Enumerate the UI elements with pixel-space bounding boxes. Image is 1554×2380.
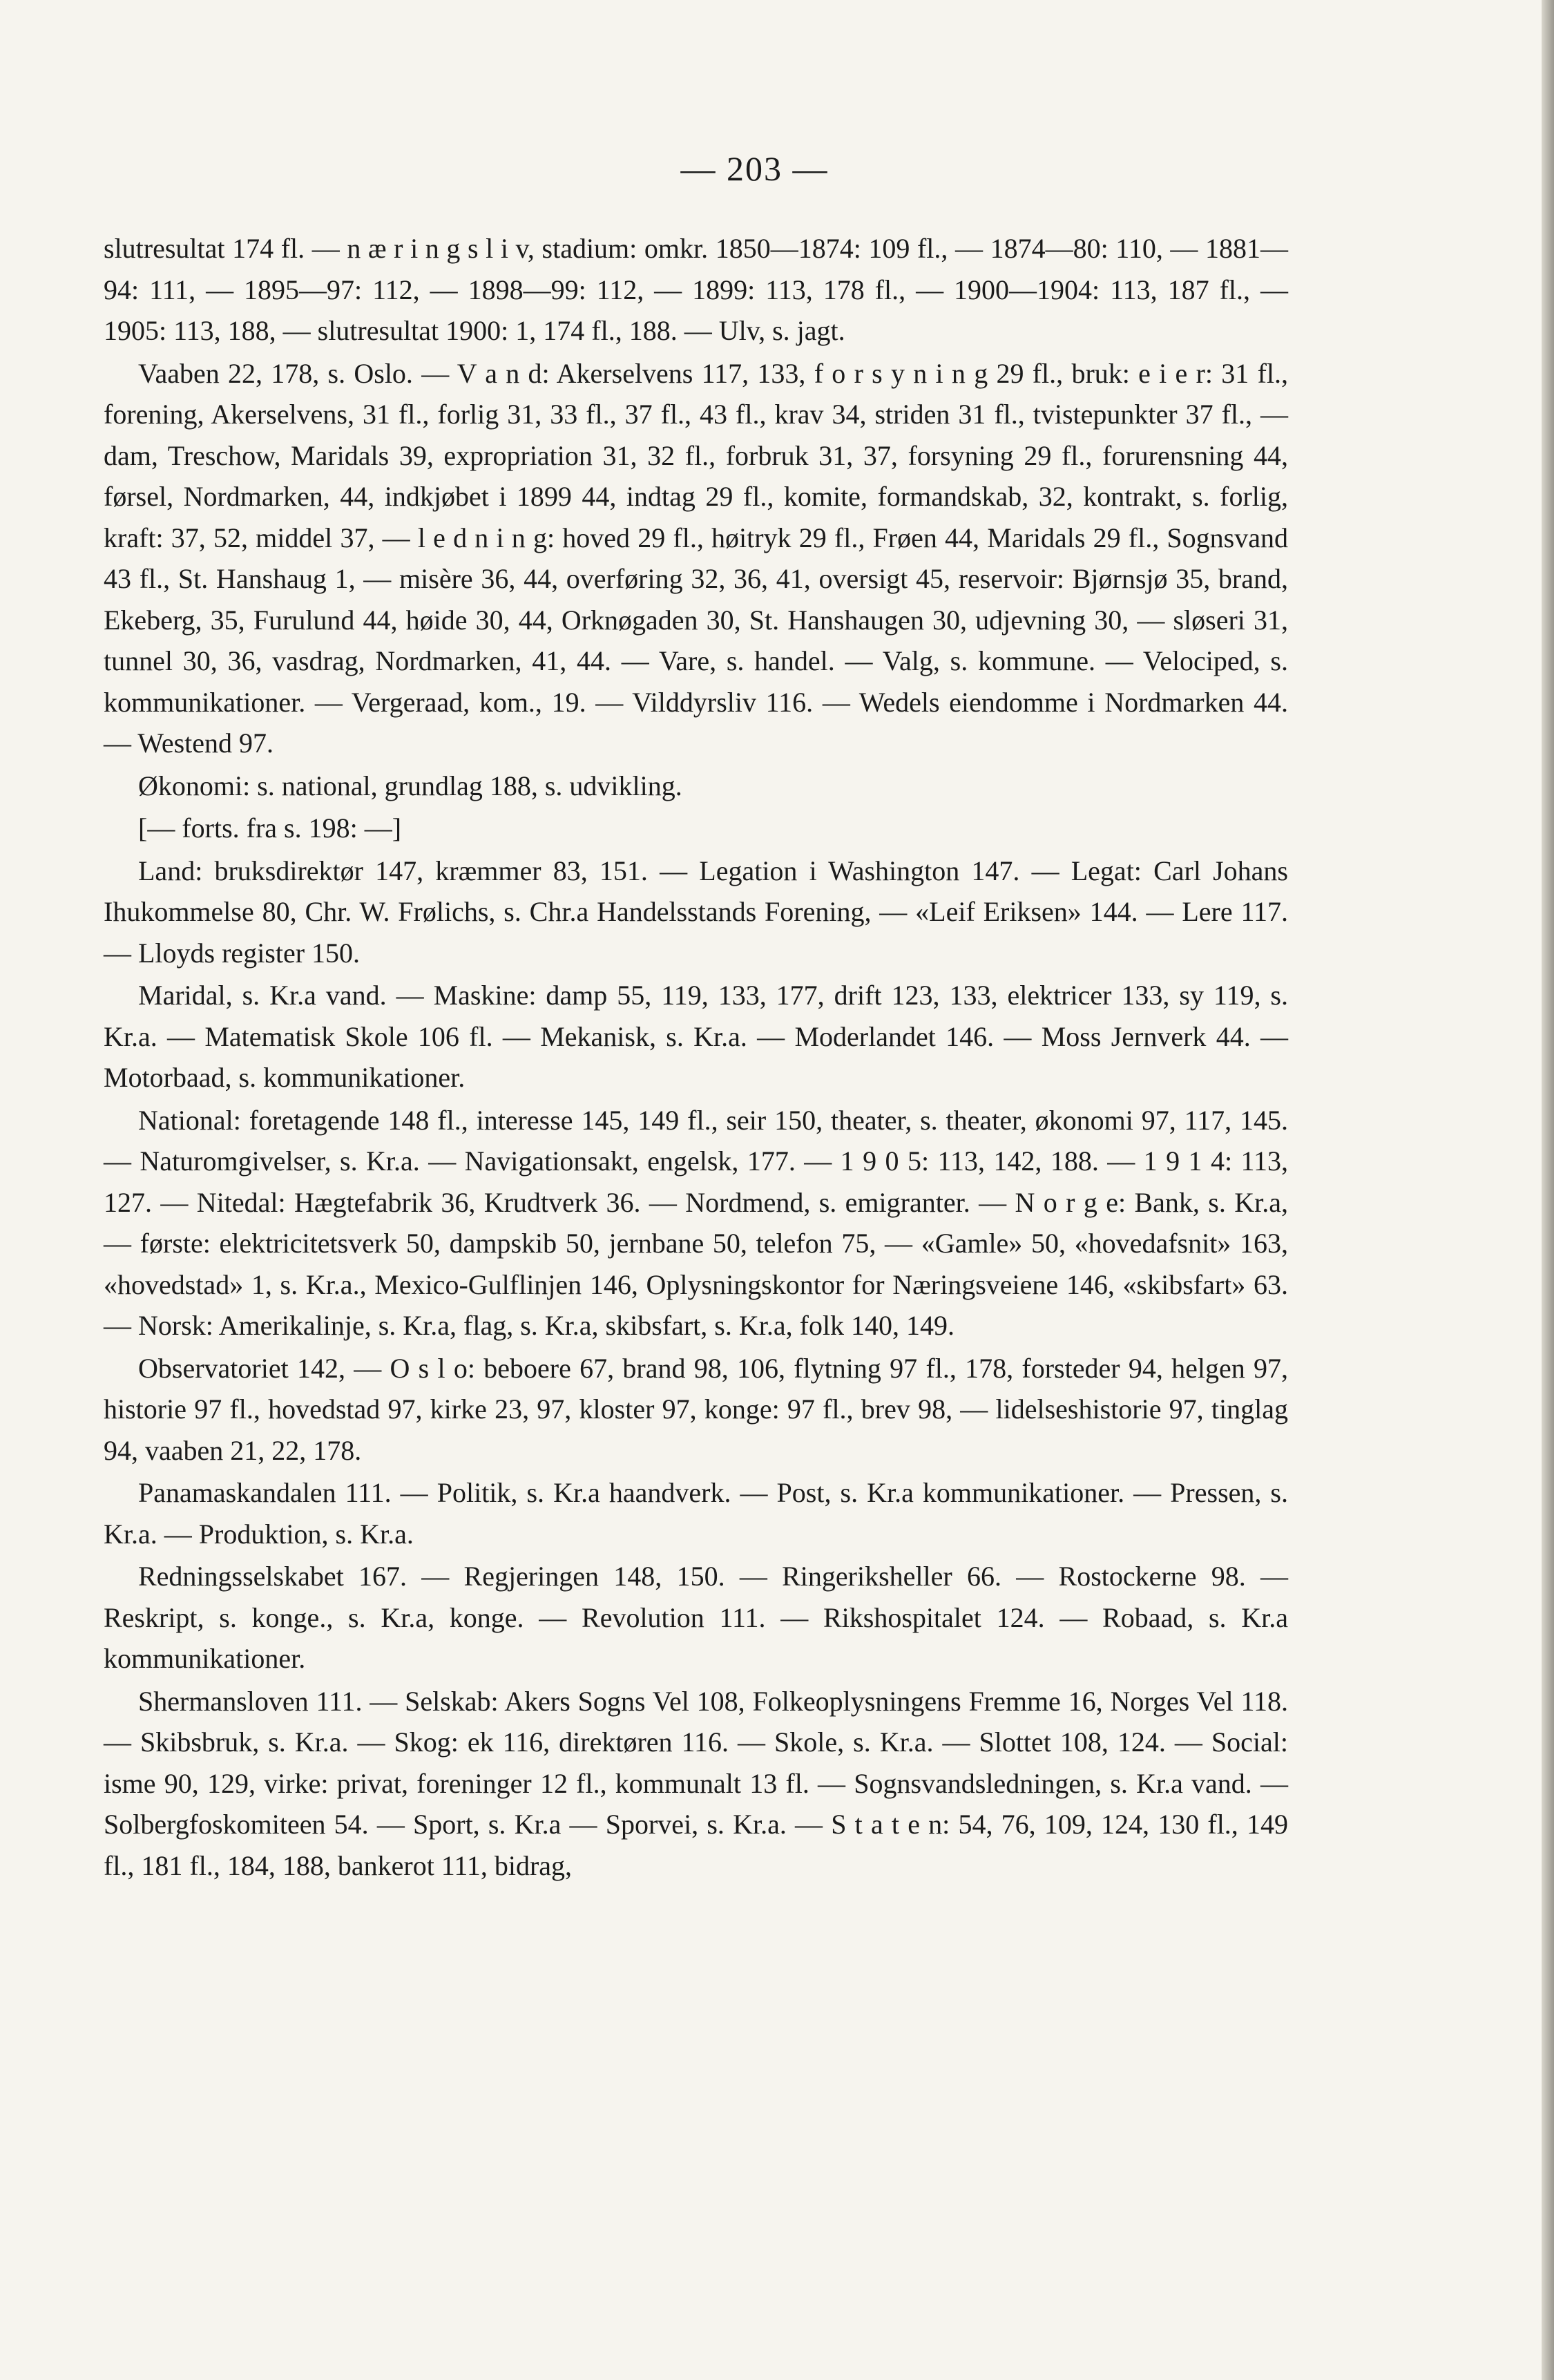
page-edge-shadow	[1542, 0, 1554, 2380]
index-entry: Panamaskandalen 111. — Politik, s. Kr.a haandverk. — Post, s. Kr.a kommunikationer. — Pressen, s. Kr.a. — Produktion, s. Kr.a.	[104, 1477, 1288, 1550]
index-entry: Økonomi: s. national, grundlag 188, s. udvikling.	[138, 770, 682, 801]
index-entry: Vaaben 22, 178, s. Oslo. — V a n d: Akerselvens 117, 133, f o r s y n i n g 29 fl., bruk: e i e r: 31 fl., forening, Akerselvens, 31 fl., forlig 31, 33 fl., 37 fl., 43 fl., krav 34, striden 31 fl., tvistepunkter 37 fl., — dam, Treschow, Maridals 39, expropriation 31, 32 fl., forbruk 31, 37, forsyning 29 fl., forurensning 44, førsel, Nordmarken, 44, indkjøbet i 1899 44, indtag 29 fl., komite, formandskab, 32, kontrakt, s. forlig, kraft: 37, 52, middel 37, — l e d n i n g: hoved 29 fl., høitryk 29 fl., Frøen 44, Maridals 29 fl., Sognsvand 43 fl., St. Hanshaug 1, — misère 36, 44, overføring 32, 36, 41, oversigt 45, reservoir: Bjørnsjø 35, brand, Ekeberg, 35, Furulund 44, høide 30, 44, Orknøgaden 30, St. Hanshaugen 30, udjevning 30, — sløseri 31, tunnel 30, 36, vasdrag, Nordmarken, 41, 44. — Vare, s. handel. — Valg, s. kommune. — Velociped, s. kommunikationer. — Vergeraad, kom., 19. — Vilddyrsliv 116. — Wedels eiendomme i Nordmarken 44. — Westend 97.	[104, 357, 1288, 759]
index-entry: slutresultat 174 fl. — n æ r i n g s l i v, stadium: omkr. 1850—1874: 109 fl., — 1874—80: 110, — 1881—94: 111, — 1895—97: 112, — 1898—99: 112, — 1899: 113, 178 fl., — 1900—1904: 113, 187 fl., — 1905: 113, 188, — slutresultat 1900: 1, 174 fl., 188. — Ulv, s. jagt.	[104, 233, 1288, 346]
index-entry: National: foretagende 148 fl., interesse 145, 149 fl., seir 150, theater, s. theater, økonomi 97, 117, 145. — Naturomgivelser, s. Kr.a. — Navigationsakt, engelsk, 177. — 1 9 0 5: 113, 142, 188. — 1 9 1 4: 113, 127. — Nitedal: Hægtefabrik 36, Krudtverk 36. — Nordmend, s. emigranter. — N o r g e: Bank, s. Kr.a, — første: elektricitetsverk 50, dampskib 50, jernbane 50, telefon 75, — «Gamle» 50, «hovedafsnit» 163, «hovedstad» 1, s. Kr.a., Mexico-Gulflinjen 146, Oplysningskontor for Næringsveiene 146, «skibsfart» 63. — Norsk: Amerikalinje, s. Kr.a, flag, s. Kr.a, skibsfart, s. Kr.a, folk 140, 149.	[104, 1104, 1288, 1341]
index-entry: [— forts. fra s. 198: —]	[138, 812, 402, 844]
index-entry: Observatoriet 142, — O s l o: beboere 67, brand 98, 106, flytning 97 fl., 178, forsteder 94, helgen 97, historie 97 fl., hovedstad 97, kirke 23, 97, kloster 97, konge: 97 fl., brev 98, — lidelseshistorie 97, tinglag 94, vaaben 21, 22, 178.	[104, 1352, 1288, 1466]
index-entry: Maridal, s. Kr.a vand. — Maskine: damp 55, 119, 133, 177, drift 123, 133, elektricer 133, sy 119, s. Kr.a. — Matematisk Skole 106 fl. — Mekanisk, s. Kr.a. — Moderlandet 146. — Moss Jernverk 44. — Motorbaad, s. kommunikationer.	[104, 980, 1288, 1093]
page-number: — 203 —	[680, 149, 829, 188]
index-text	[104, 228, 1288, 1886]
index-entry: Redningsselskabet 167. — Regjeringen 148, 150. — Ringeriksheller 66. — Rostockerne 98. — Reskript, s. konge., s. Kr.a, konge. — Revolution 111. — Rikshospitalet 124. — Robaad, s. Kr.a kommunikationer.	[104, 1561, 1288, 1674]
index-entry: Land: bruksdirektør 147, kræmmer 83, 151. — Legation i Washington 147. — Legat: Carl Johans Ihukommelse 80, Chr. W. Frølichs, s. Chr.a Handelsstands Forening, — «Leif Eriksen» 144. — Lere 117. — Lloyds register 150.	[104, 855, 1288, 969]
index-entry: Shermansloven 111. — Selskab: Akers Sogns Vel 108, Folkeoplysningens Fremme 16, Norges Vel 118. — Skibsbruk, s. Kr.a. — Skog: ek 116, direktøren 116. — Skole, s. Kr.a. — Slottet 108, 124. — Social: isme 90, 129, virke: privat, foreninger 12 fl., kommunalt 13 fl. — Sognsvandsledningen, s. Kr.a vand. — Solbergfoskomiteen 54. — Sport, s. Kr.a — Sporvei, s. Kr.a. — S t a t e n: 54, 76, 109, 124, 130 fl., 149 fl., 181 fl., 184, 188, bankerot 111, bidrag,	[104, 1685, 1288, 1881]
